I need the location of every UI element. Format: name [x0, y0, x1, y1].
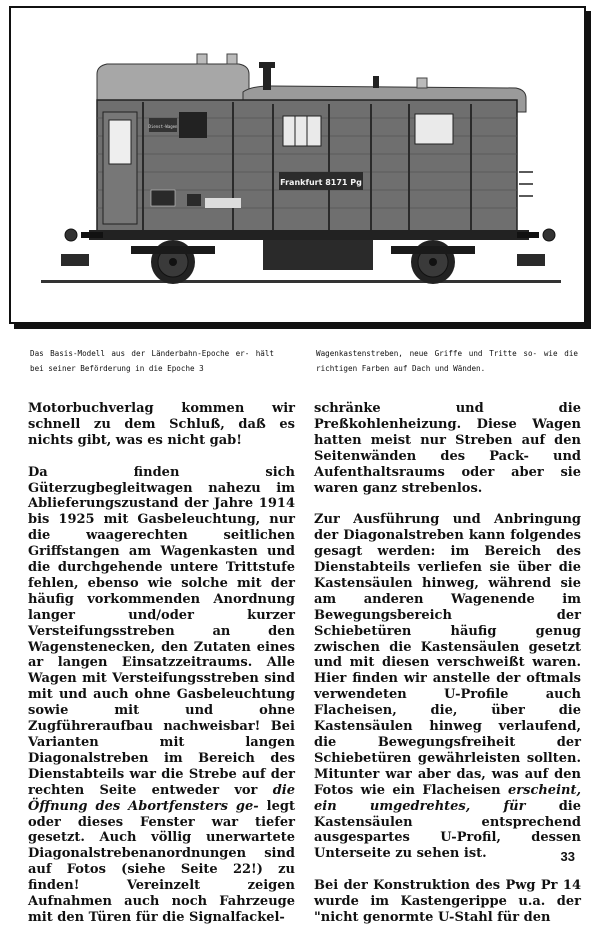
photo-frame	[9, 6, 586, 324]
paragraph-text: die Kastensäulen entsprechend ausgespartes U-Profil, dessen Unterseite zu sehen ist.	[314, 798, 581, 862]
paragraph-text: Da finden sich Güterzugbegleitwagen nahezu im Ablieferungszustand der Jahre 1914 bis 1925 mit Gasbeleuchtung, nur die waagerechten seitlichen Griffstangen am Wagenkasten und die durchgehende untere Trittstufe fehlen, ebenso wie solche mit der häufig vorkommenden Anordnung langer und/oder kurzer Versteifungsstreben an den Wagenstenecken, den Zutaten eines ar langen Einsatzzeitraums. Alle Wagen mit Versteifungsstreben sind mit und auch ohne Gasbeleuchtung sowie mit und ohne Zugführeraufbau nachweisbar! Bei Varianten mit langen Diagonalstreben im Bereich des Dienstabteils war die Strebe auf der rechten Seite entweder vor	[28, 464, 295, 798]
text-column-right	[314, 401, 581, 942]
paragraph	[28, 465, 295, 926]
paragraph-text: legt oder dieses Fenster war tiefer gesetzt. Auch völlig unerwartete Diagonalstrebenanordnungen sind auf Fotos (siehe Seite 22!) zu finden! Vereinzelt zeigen Aufnahmen auch noch Fahrzeuge mit den Türen für die Signalfackel-	[28, 798, 295, 925]
train-model-photo	[11, 8, 584, 322]
paragraph: schränke und die Preßkohlenheizung. Diese Wagen hatten meist nur Streben auf den Seitenwänden des Pack- und Aufenthaltsraums oder aber sie waren ganz strebenlos.	[314, 401, 581, 496]
paragraph-text: Zur Ausführung und Anbringung der Diagonalstreben kann folgendes gesagt werden: im Bereich des Dienstabteils verliefen sie über die Kastensäulen hinweg, während sie am anderen Wagenende im Bewegungsbereich der Schiebetüren häufig genug zwischen die Kastensäulen gesetzt und mit diesen verschweißt waren. Hier finden wir anstelle der oftmals verwendeten U-Profile auch Flacheisen, die, über die Kastensäulen hinweg verlaufend, die Bewegungsfreiheit der Schiebetüren gewährleisten sollten. Mitunter war aber das, was auf den Fotos wie ein Flacheisen	[314, 512, 581, 798]
caption-left: Das Basis-Modell aus der Länderbahn-Epoche er- hält bei seiner Beförderung in die Epoche 3	[30, 349, 274, 373]
paragraph	[314, 512, 581, 862]
paragraph: Motorbuchverlag kommen wir schnell zu dem Schluß, daß es nichts gibt, was es nicht gab!	[28, 401, 295, 448]
text-column-left	[28, 401, 295, 942]
paragraph: Bei der Konstruktion des Pwg Pr 14 wurde im Kastengerippe u.a. der "nicht genormte U-Stahl für den	[314, 878, 581, 925]
italic-text: die Öffnung des Abortfensters ge-	[28, 782, 295, 814]
italic-text: erscheint, ein umgedrehtes, für	[314, 782, 581, 814]
caption-right: Wagenkastenstreben, neue Griffe und Tritte so- wie die richtigen Farben auf Dach und Wänden.	[316, 349, 578, 373]
plate-text: Dienst-Wagen	[148, 124, 178, 129]
page-number: 33	[560, 849, 575, 864]
placard-text: Frankfurt 8171 Pg	[280, 178, 362, 187]
